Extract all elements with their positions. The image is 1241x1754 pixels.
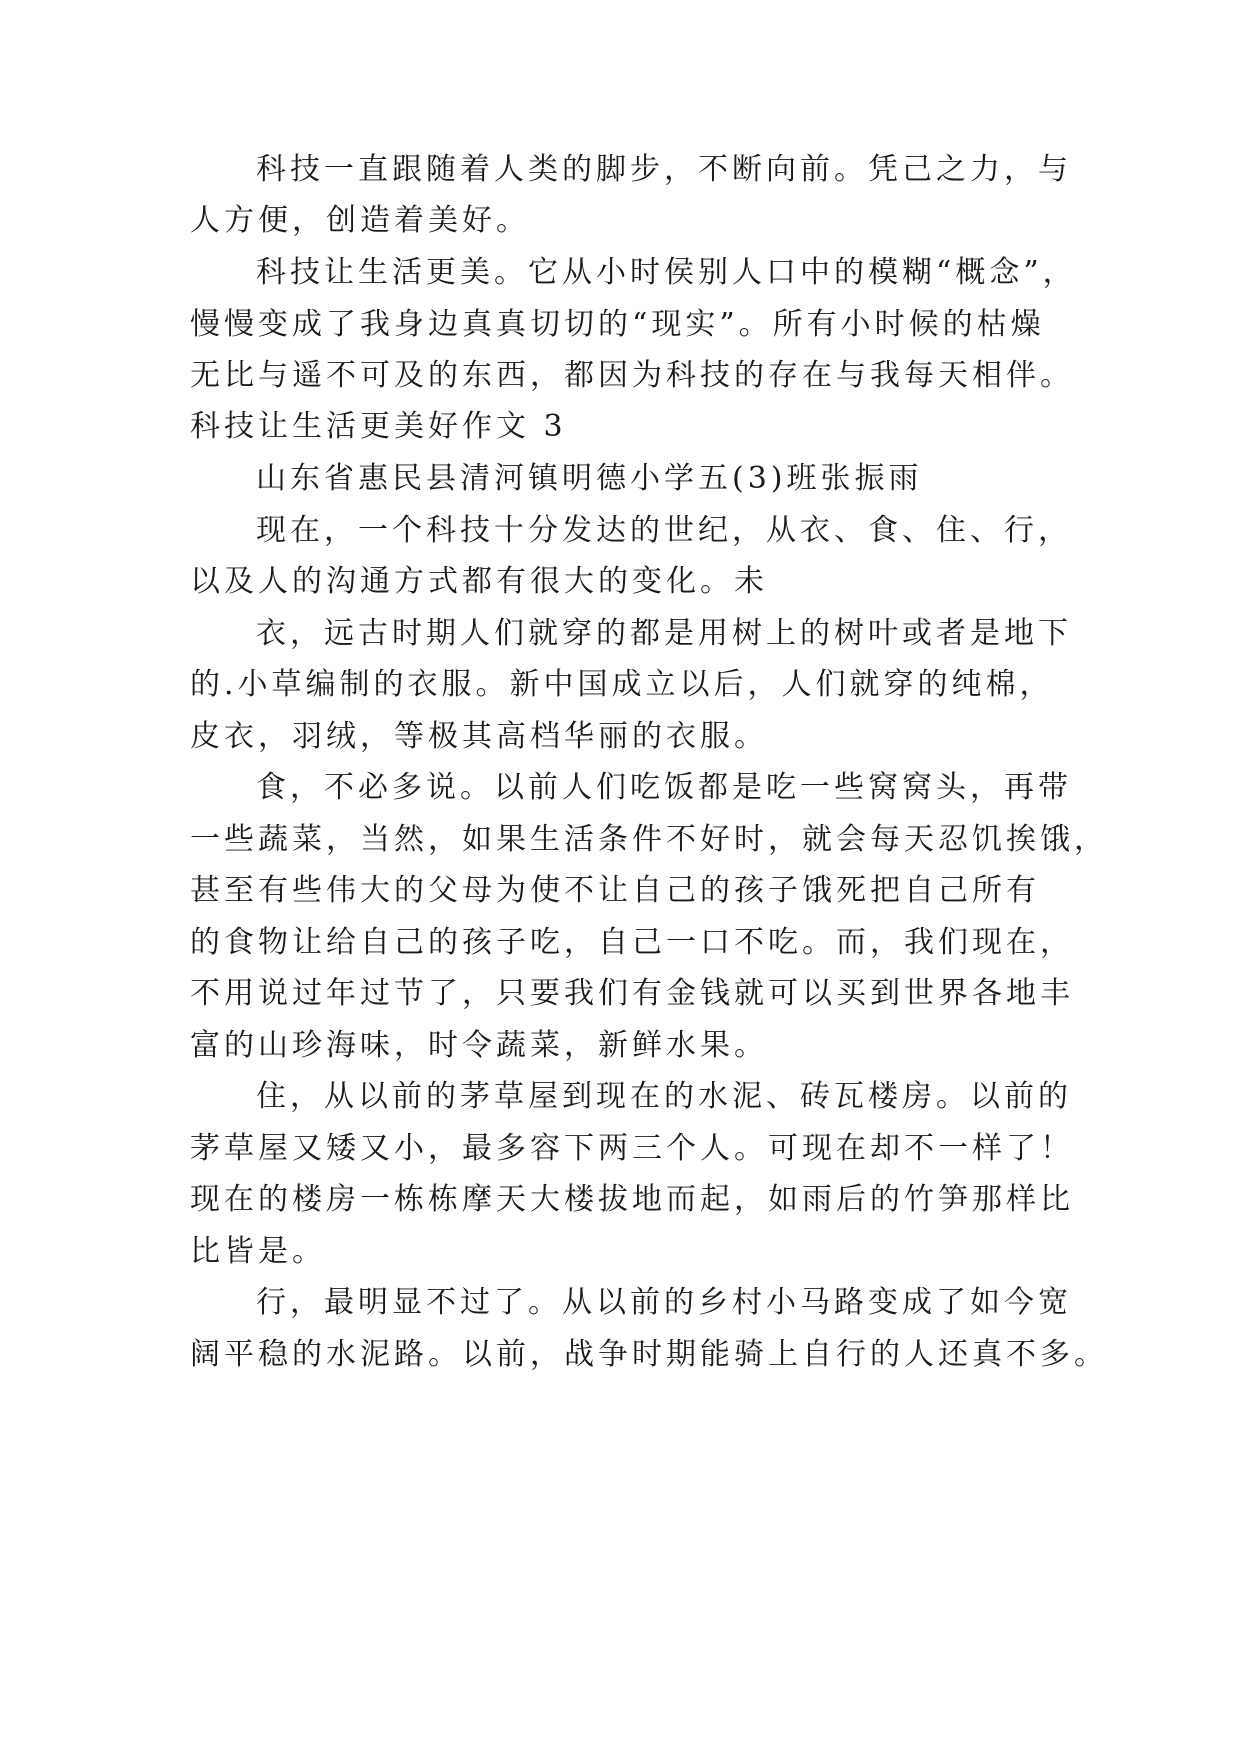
text-line: 甚至有些伟大的父母为使不让自己的孩子饿死把自己所有 bbox=[190, 873, 1040, 908]
text-line: 比皆是。 bbox=[190, 1234, 326, 1269]
text-line: 人方便，创造着美好。 bbox=[190, 203, 530, 238]
text-line: 无比与遥不可及的东西，都因为科技的存在与我每天相伴。 bbox=[190, 358, 1074, 393]
text-line: 皮衣，羽绒，等极其高档华丽的衣服。 bbox=[190, 719, 768, 754]
text-line: 阔平稳的水泥路。以前，战争时期能骑上自行的人还真不多。 bbox=[190, 1337, 1108, 1372]
text-line: 茅草屋又矮又小，最多容下两三个人。可现在却不一样了！ bbox=[190, 1131, 1074, 1166]
text-line: 慢慢变成了我身边真真切切的“现实”。所有小时候的枯燥 bbox=[190, 307, 1045, 342]
text-line: 的.小草编制的衣服。新中国成立以后，人们就穿的纯棉， bbox=[190, 667, 1054, 702]
text-line: 科技让生活更美。它从小时侯别人口中的模糊“概念”， bbox=[256, 255, 1077, 290]
text-line: 食，不必多说。以前人们吃饭都是吃一些窝窝头，再带 bbox=[256, 770, 1072, 805]
text-line: 住，从以前的茅草屋到现在的水泥、砖瓦楼房。以前的 bbox=[256, 1079, 1072, 1114]
section-title: 科技让生活更美好作文 3 bbox=[190, 409, 567, 444]
text-line: 的食物让给自己的孩子吃，自己一口不吃。而，我们现在， bbox=[190, 925, 1074, 960]
text-line: 现在，一个科技十分发达的世纪，从衣、食、住、行， bbox=[256, 513, 1072, 548]
text-line: 行，最明显不过了。从以前的乡村小马路变成了如今宽 bbox=[256, 1285, 1072, 1320]
author-line: 山东省惠民县清河镇明德小学五(3)班张振雨 bbox=[256, 461, 923, 496]
text-line: 衣，远古时期人们就穿的都是用树上的树叶或者是地下 bbox=[256, 616, 1072, 651]
text-line: 富的山珍海味，时令蔬菜，新鲜水果。 bbox=[190, 1028, 768, 1063]
text-line: 现在的楼房一栋栋摩天大楼拔地而起，如雨后的竹笋那样比 bbox=[190, 1182, 1074, 1217]
text-line: 以及人的沟通方式都有很大的变化。未 bbox=[190, 564, 768, 599]
text-line: 一些蔬菜，当然，如果生活条件不好时，就会每天忍饥挨饿， bbox=[190, 822, 1108, 857]
text-line: 不用说过年过节了，只要我们有金钱就可以买到世界各地丰 bbox=[190, 976, 1074, 1011]
text-line: 科技一直跟随着人类的脚步，不断向前。凭己之力，与 bbox=[256, 152, 1072, 187]
